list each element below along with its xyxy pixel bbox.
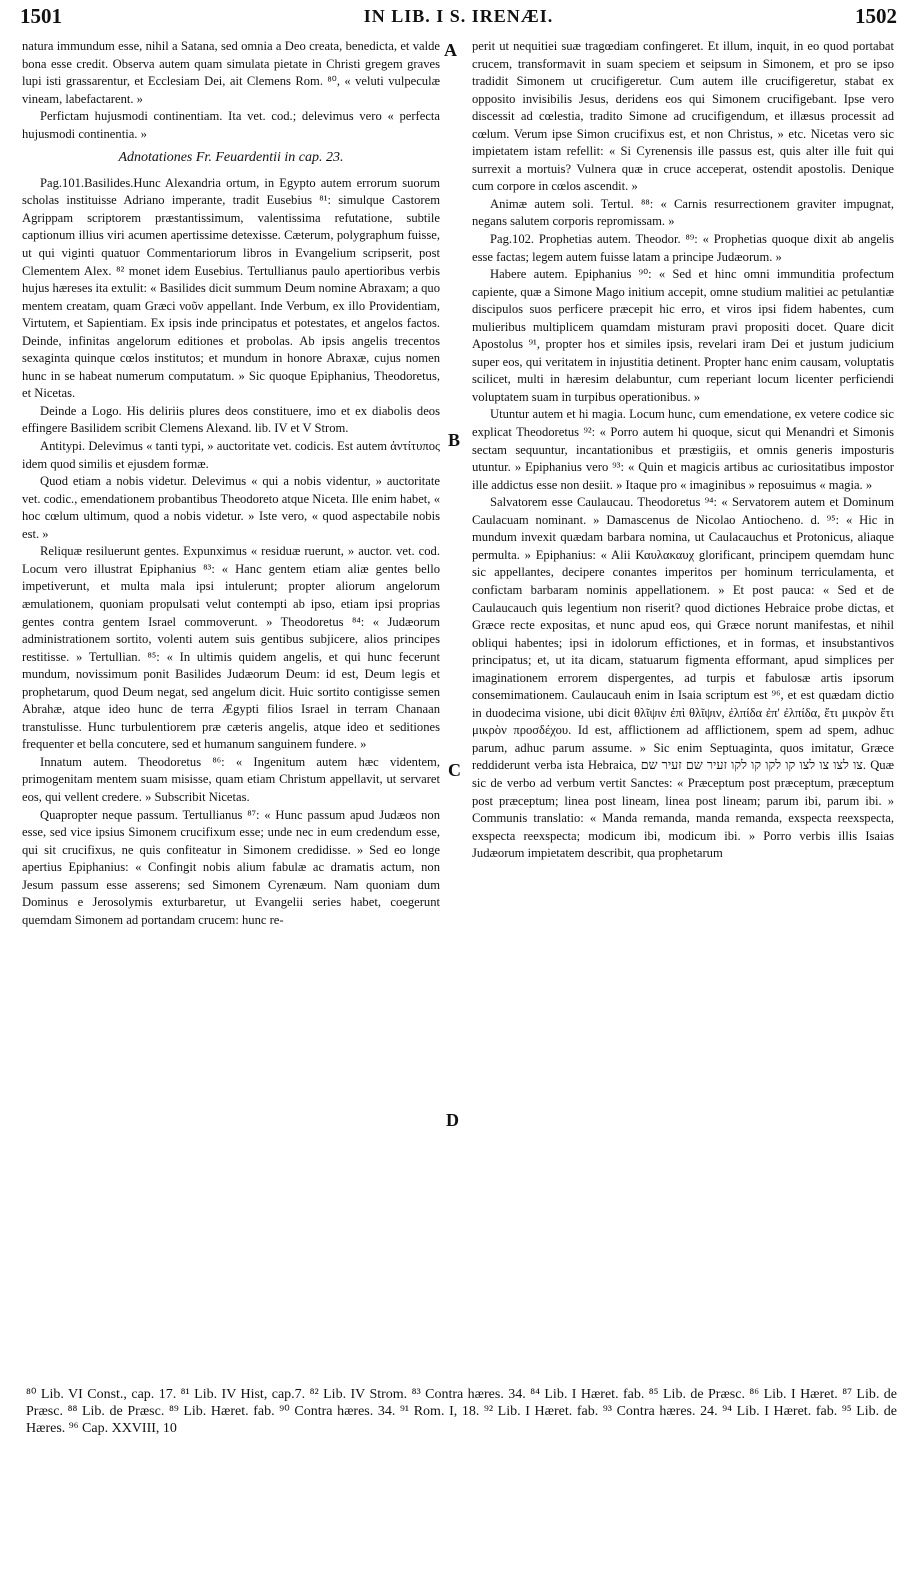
margin-letter-a: A <box>444 40 457 60</box>
paragraph: Pag.101.Basilides.Hunc Alexandria ortum, in Egypto autem errorum suorum scholas instituisse Adriano imperante, tradit Eusebius ⁸¹: simulque Castorem Agrippam scriptorem præstantissimum, valentissima refutatione, subtile captionum illius viri acumen apertissime detexisse. Cæterum, polygraphum fuisse, ut qui viginti quatuor Commentariorum libros in Evangelium scripserit, post Clementem Alex. ⁸² monet idem Eusebius. Tertullianus paulo apertioribus verbis hujus hæreses ita extulit: « Basilides dicit summum Deum nomine Abraxam; a quo mentem creatam, quam Græci νοῦν appellant. Inde Verbum, ex illo Providentiam, Virtutem, et Sapientiam. Ex ipsis inde principatus et potestates, et angelos factos. Deinde, infinitas angelorum editiones et probolas. Ab ipsis angelis trecentos sexaginta quinque cœlos institutos; et mundum in honore Abraxæ, cujus nomen hunc in se habeat numerum computatum. » Sic quoque Epiphanius, Theodoretus, et Nicetas. <box>22 175 440 401</box>
paragraph: perit ut nequitiei suæ tragœdiam confingeret. Et illum, inquit, in eo quod portabat crucem, transformavit in suam speciem et seipsum in Simonem, et pro se ipso tradidit Simonem ut crucifigeretur. Cum autem ille crucifigeretur, stabat ex opposito invisibilis Jesus, deridens eos qui Simonem crucifigebant. Ipse vero discessit ad cœlestia, tradito Simone ad crucifigendum, et illæsus processit ad cœlum. Verum ipse Simon crucifixus est, et non Christus, » etc. Nicetas vero sic impietatem istam refellit: « Si Cyrenensis ille passus est, quis alter ille fuit qui surrexit a mortuis? Vulnera quæ in cruce acceperat, ostendit apostolis. Denique cum corpore in cœlos ascendit. » <box>472 39 894 194</box>
paragraph: Innatum autem. Theodoretus ⁸⁶: « Ingenitum autem hæc videntem, primogenitam mentem suam misisse, quam etiam Christum appellavit, ut servaret eos, qui vellent credere. » Subscribit Nicetas. <box>22 754 440 804</box>
paragraph: Salvatorem esse Caulaucau. Theodoretus ⁹⁴: « Servatorem autem et Dominum Caulacuam nominant. » Damascenus de Nicolao Antiocheno. d. ⁹⁵: « Hic in mundum invexit quædam barbara nomina, ut Caulacauchus et Protonicus, aliaque permulta. » Epiphanius: « Alii Καυλακαυχ glorificant, principem quemdam hunc sic appellantes, decipere conantes imperitos per hominum terriculamenta, et confictam barbaram nominis appellationem. » Et post pauca: « Sed et de Caulaucauch quis legentium non riserit? quod dictiones Hebraice probe dictas, et Græce recte expositas, et nunc apud eos, qui Græce norunt manifestas, et nihil obliqui habentes; ipsi in idolorum effictiones, et in formas, et insubstantivos principatus; et, ut ita dicam, statuarum figmenta efformant, apud simplices per imaginationem errorem dispergentes, ad turpis et fabulosæ artis ipsorum consemimationem. Caulaucauh enim in Isaia scriptum est ⁹⁶, et est quædam dictio in duodecima visione, ubi dicit θλῖψιν ἐπὶ θλῖψιν, ἐλπίδα ἐπ' ἐλπίδα, ἔτι μικρὸν ἔτι μικρὸν προσδέχου. Id est, afflictionem ad afflictionem, spem ad spem, adhuc parum, adhuc parum assume. » Sic enim Septuaginta, quos imitatur, Græce reddiderunt verba ista Hebraica, צו לצו צו לצו קו לקו קו לקו זעיר שם זעיר שם. Quæ sic de verbo ad verbum vertit Sanctes: « Præceptum post præceptum, præceptum post præceptum; linea post lineam, linea post lineam; parum ibi, parum ibi. » Communis translatio: « Manda remanda, manda remanda, exspecta reexspecta, exspecta reexspecta; modicum ibi, modicum ibi. » Porro verbis illis Isaias Judæorum impietatem describit, qua prophetarum <box>472 495 894 861</box>
page-number-right: 1502 <box>855 4 897 28</box>
paragraph: Pag.102. Prophetias autem. Theodor. ⁸⁹: « Prophetias quoque dixit ab angelis esse factas; legem autem fuisse latam a principe Judæorum. » <box>472 232 894 264</box>
left-column <box>22 38 440 929</box>
running-title: IN LIB. I S. IRENÆI. <box>363 6 554 26</box>
paragraph: Perfictam hujusmodi continentiam. Ita vet. cod.; delevimus vero « perfecta hujusmodi continentia. » <box>22 109 440 141</box>
paragraph: Habere autem. Epiphanius ⁹⁰: « Sed et hinc omni immunditia profectum capiente, quæ a Simone Mago initium accepit, omne studium malitiei ac petulantiæ discipulos suos perficere præcepit hic erro, et viros ipsi fidem habentes, cum mulieribus multiplicem quamdam misturam pravi propositi docet. Quare dicit Apostolus ⁹¹, propter hos et similes ipsis, revelari iram Dei et justum judicium super eos, qui veritatem in injustitia detinent. Propter hanc enim causam, voluptatis scilicet, multi in hæresim delabuntur, cum reperiant locum licenter perficiendi voluptatem suam in turpibus operationibus. » <box>472 267 894 404</box>
margin-letter-c: C <box>448 760 461 780</box>
paragraph: Antitypi. Delevimus « tanti typi, » auctoritate vet. codicis. Est autem ἀντίτυπος idem quod similis et ejusdem formæ. <box>22 439 440 471</box>
paragraph: Utuntur autem et hi magia. Locum hunc, cum emendatione, ex vetere codice sic explicat Theodoretus ⁹²: « Porro autem hi quoque, sicut qui Menandri et Simonis sectam sequuntur, incantationibus et præstigiis, et omnis generis imposturis utuntur. » Epiphanius vero ⁹³: « Quin et magicis artibus ac curiositatibus impostor ille addictus esse non desiit. » Itaque pro « imaginibus » reposuimus « magia. » <box>472 407 894 492</box>
footnotes <box>26 1386 897 1438</box>
margin-letter-d: D <box>446 1110 459 1130</box>
paragraph: Deinde a Logo. His deliriis plures deos constituere, imo et ex diabolis deos effingere Basilidem scribit Clemens Alexand. lib. IV et V Strom. <box>22 403 440 436</box>
paragraph: Quapropter neque passum. Tertullianus ⁸⁷: « Hunc passum apud Judæos non esse, sed vice ipsius Simonem crucifixum esse; unde nec in eum credendum esse, qui sit crucifixus, ne quis confiteatur in Simonem credidisse. » Sed eo longe apertius Epiphanius: « Confingit nobis alium fabulæ ac dramatis actum, non Jesum passum esse asserens; sed Simonem Cyrenæum. Nam quoniam dum Dominus e Jerosolymis exturbaretur, ut Evangelii series habet, coegerunt quemdam Simonem ad portandam crucem: hunc re- <box>22 807 440 927</box>
paragraph: natura immundum esse, nihil a Satana, sed omnia a Deo creata, benedicta, et valde bona esse credit. Observa autem quam simulata pietate in Christi gregem graves lupi isti grassarentur, et Ecclesiam Dei, ait Clemens Rom. ⁸⁰, « veluti vulpeculæ vineam, labefactarent. » <box>22 39 440 106</box>
paragraph: Quod etiam a nobis videtur. Delevimus « qui a nobis videntur, » auctoritate vet. codic., emendationem probantibus Theodoreto atque Niceta. Ille enim habet, « hoc cœlum ultimum, quod a nobis videtur. » Iste vero, « quod aspectabile nobis est. » <box>22 474 440 541</box>
margin-letter-b: B <box>448 430 461 450</box>
page-header <box>20 4 897 32</box>
footnote-text: ⁸⁰ Lib. VI Const., cap. 17. ⁸¹ Lib. IV Hist, cap.7. ⁸² Lib. IV Strom. ⁸³ Contra hæres. 34. ⁸⁴ Lib. I Hæret. fab. ⁸⁵ Lib. de Præsc. ⁸⁶ Lib. I Hæret. ⁸⁷ Lib. de Præsc. ⁸⁸ Lib. de Præsc. ⁸⁹ Lib. Hæret. fab. ⁹⁰ Contra hæres. 34. ⁹¹ Rom. I, 18. ⁹² Lib. I Hæret. fab. ⁹³ Contra hæres. 24. ⁹⁴ Lib. I Hæret. fab. ⁹⁵ Lib. de Hæres. ⁹⁶ Cap. XXVIII, 10 <box>26 1387 897 1437</box>
section-heading: Adnotationes Fr. Feuardentii in cap. 23. <box>118 150 344 166</box>
page-number-left: 1501 <box>20 4 62 28</box>
paragraph: Reliquæ resiluerunt gentes. Expunximus « residuæ ruerunt, » auctor. vet. cod. Locum vero illustrat Epiphanius ⁸³: « Hanc gentem etiam aliæ gentes bello impetiverunt, et multa mala ipsi intulerunt; propter aliorum angelorum æmulationem, quoniam propulsati velut contempti ab ipso, etiam ipsi proprias gentes contra gentem Israel commoverunt. » Theodoretus ⁸⁴: « Judæorum administrationem sortito, volenti autem suis gentibus subjicere, alios principes restitisse. » Tertullian. ⁸⁵: « In ultimis quidem angelis, et qui hunc fecerunt mundum, novissimum ponit Basilides Judæorum Deum: id est, Deum legis et prophetarum, quod Deum negat, sed angelum dicit. Huic sortito contigisse semen Abrahæ, atque ideo hunc de terra Ægypti filios Israel in terram Chanaan transtulisse. Hunc turbulentiorem præ cæteris angelis, atque ideo et seditiones frequenter et bella concutere, sed et humanum sanguinem fundere. » <box>22 544 440 752</box>
paragraph: Animæ autem soli. Tertul. ⁸⁸: « Carnis resurrectionem graviter impugnat, negans salutem corporis repromissam. » <box>472 196 894 229</box>
right-column <box>472 38 894 863</box>
